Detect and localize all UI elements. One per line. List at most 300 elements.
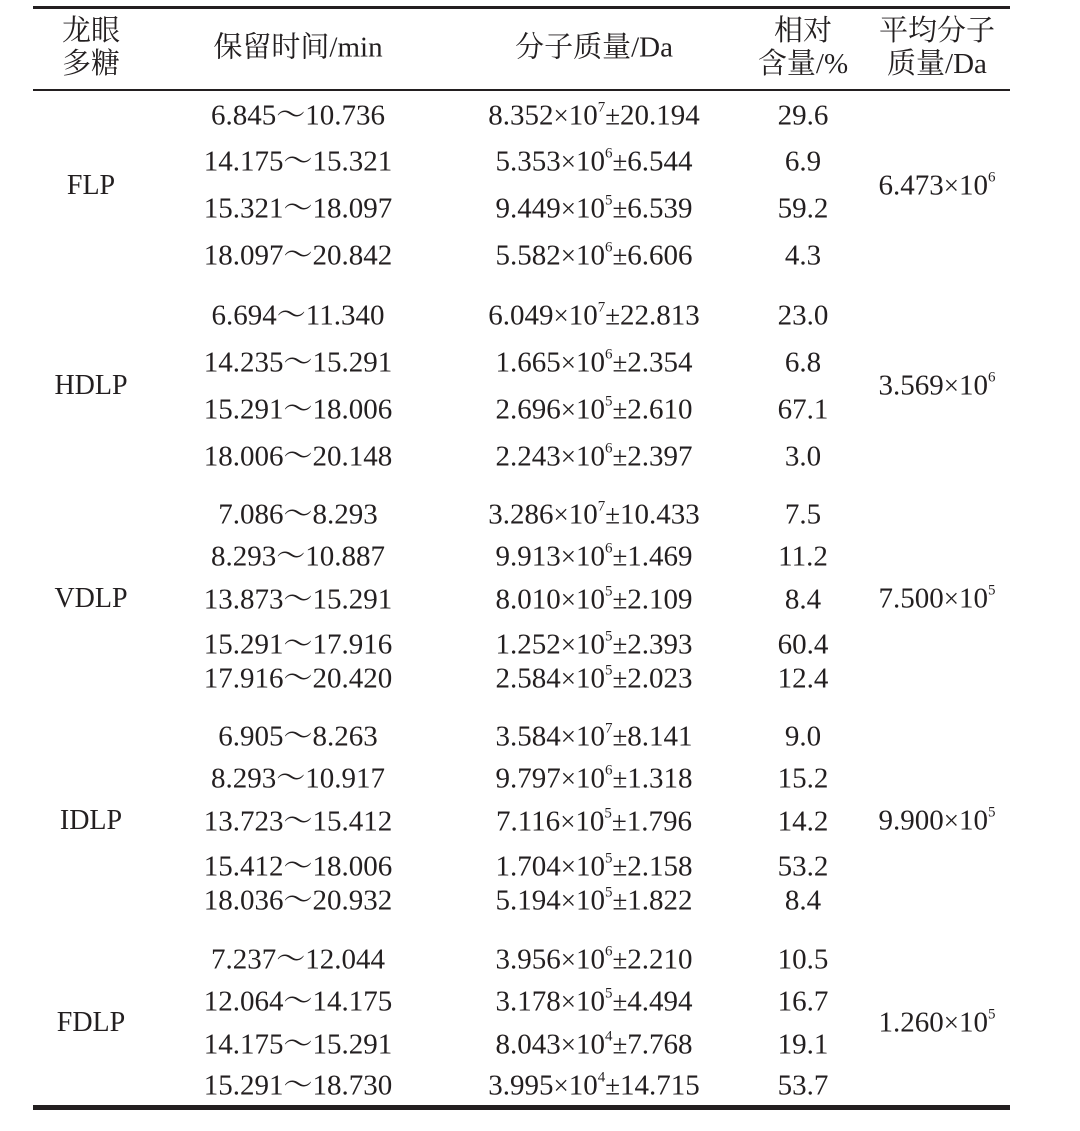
mass-mantissa: 1.704 bbox=[495, 850, 561, 883]
range-tilde: ～ bbox=[283, 239, 313, 272]
average-exponent: 6 bbox=[987, 169, 996, 186]
mass-exponent: 4 bbox=[597, 1069, 606, 1086]
mass-mantissa: 5.582 bbox=[495, 239, 561, 272]
molecular-mass-value bbox=[495, 628, 693, 661]
plus-minus-sign: ± bbox=[612, 146, 628, 177]
table-bottom-rule bbox=[33, 1105, 1010, 1110]
times-sign: × bbox=[560, 629, 576, 660]
range-tilde: ～ bbox=[283, 145, 313, 178]
average-mantissa: 6.473 bbox=[878, 169, 944, 202]
mass-deviation: 2.109 bbox=[627, 583, 693, 616]
base-ten: 10 bbox=[958, 369, 988, 402]
relative-content-value: 8.4 bbox=[784, 583, 822, 616]
group-label: FDLP bbox=[56, 1007, 126, 1038]
group-label: IDLP bbox=[59, 805, 123, 836]
plus-minus-sign: ± bbox=[612, 240, 628, 271]
molecular-mass-value bbox=[495, 583, 693, 616]
range-tilde: ～ bbox=[276, 99, 306, 132]
mass-deviation: 2.158 bbox=[627, 850, 693, 883]
header-retention-time: 保留时间/min bbox=[213, 31, 383, 64]
plus-minus-sign: ± bbox=[605, 1070, 621, 1101]
retention-time-range bbox=[210, 943, 386, 976]
retention-time-range bbox=[203, 239, 393, 272]
mass-exponent: 5 bbox=[604, 850, 613, 867]
average-exponent: 5 bbox=[987, 804, 996, 821]
relative-content-value: 53.2 bbox=[777, 850, 829, 883]
times-sign: × bbox=[943, 805, 959, 836]
mass-exponent: 6 bbox=[604, 346, 613, 363]
times-sign: × bbox=[560, 806, 576, 837]
mass-exponent: 7 bbox=[604, 720, 613, 737]
retention-time-range bbox=[203, 393, 393, 426]
average-mass-value bbox=[878, 369, 996, 402]
mass-exponent: 4 bbox=[604, 1028, 613, 1045]
base-ten: 10 bbox=[575, 346, 605, 379]
times-sign: × bbox=[560, 347, 576, 378]
plus-minus-sign: ± bbox=[612, 441, 628, 472]
base-ten: 10 bbox=[575, 884, 605, 917]
mass-exponent: 5 bbox=[604, 884, 613, 901]
times-sign: × bbox=[553, 100, 569, 131]
time-end: 11.340 bbox=[305, 299, 385, 332]
average-mantissa: 3.569 bbox=[878, 369, 944, 402]
mass-exponent: 6 bbox=[604, 943, 613, 960]
retention-time-range bbox=[203, 440, 393, 473]
relative-content-value: 59.2 bbox=[777, 192, 829, 225]
times-sign: × bbox=[560, 541, 576, 572]
range-tilde: ～ bbox=[283, 583, 313, 616]
time-end: 20.420 bbox=[312, 662, 393, 695]
mass-mantissa: 5.194 bbox=[495, 884, 561, 917]
mass-deviation: 1.469 bbox=[627, 540, 693, 573]
times-sign: × bbox=[560, 584, 576, 615]
base-ten: 10 bbox=[568, 498, 598, 531]
base-ten: 10 bbox=[575, 805, 605, 838]
mass-exponent: 7 bbox=[597, 99, 606, 116]
times-sign: × bbox=[560, 851, 576, 882]
retention-time-range bbox=[203, 346, 393, 379]
mass-deviation: 2.210 bbox=[627, 943, 693, 976]
molecular-mass-value bbox=[495, 346, 693, 379]
molecular-mass-value bbox=[488, 299, 700, 332]
base-ten: 10 bbox=[575, 628, 605, 661]
retention-time-range bbox=[203, 884, 393, 917]
group-label: FLP bbox=[66, 170, 116, 201]
relative-content-value: 67.1 bbox=[777, 393, 829, 426]
range-tilde: ～ bbox=[283, 720, 313, 753]
times-sign: × bbox=[560, 394, 576, 425]
retention-time-range bbox=[203, 192, 393, 225]
relative-content-value: 23.0 bbox=[777, 299, 829, 332]
mass-mantissa: 9.797 bbox=[495, 762, 561, 795]
times-sign: × bbox=[553, 300, 569, 331]
table-header-rule bbox=[33, 89, 1010, 91]
time-start: 18.006 bbox=[203, 440, 284, 473]
base-ten: 10 bbox=[575, 145, 605, 178]
molecular-mass-value bbox=[495, 393, 693, 426]
base-ten: 10 bbox=[575, 662, 605, 695]
plus-minus-sign: ± bbox=[612, 584, 628, 615]
molecular-mass-value bbox=[495, 762, 693, 795]
mass-mantissa: 1.665 bbox=[495, 346, 561, 379]
base-ten: 10 bbox=[575, 393, 605, 426]
mass-exponent: 5 bbox=[604, 805, 612, 822]
plus-minus-sign: ± bbox=[605, 300, 621, 331]
time-start: 13.873 bbox=[203, 583, 284, 616]
relative-content-value: 6.9 bbox=[784, 145, 822, 178]
plus-minus-sign: ± bbox=[612, 663, 628, 694]
group-label: VDLP bbox=[54, 583, 128, 614]
relative-content-value: 11.2 bbox=[778, 540, 828, 573]
plus-minus-sign: ± bbox=[612, 193, 628, 224]
average-exponent: 5 bbox=[987, 582, 996, 599]
time-end: 18.730 bbox=[312, 1069, 393, 1102]
molecular-mass-value bbox=[495, 662, 693, 695]
time-end: 15.291 bbox=[312, 346, 393, 379]
average-mass-value bbox=[878, 1006, 996, 1039]
mass-exponent: 7 bbox=[597, 299, 606, 316]
base-ten: 10 bbox=[958, 804, 988, 837]
mass-mantissa: 3.178 bbox=[495, 985, 561, 1018]
range-tilde: ～ bbox=[283, 192, 313, 225]
relative-content-value: 8.4 bbox=[784, 884, 822, 917]
time-end: 18.006 bbox=[312, 393, 393, 426]
time-start: 15.412 bbox=[203, 850, 284, 883]
retention-time-range bbox=[218, 720, 378, 753]
base-ten: 10 bbox=[958, 169, 988, 202]
mass-mantissa: 2.696 bbox=[495, 393, 561, 426]
retention-time-range bbox=[211, 299, 385, 332]
mass-deviation: 2.397 bbox=[627, 440, 693, 473]
average-exponent: 5 bbox=[987, 1006, 996, 1023]
times-sign: × bbox=[560, 763, 576, 794]
plus-minus-sign: ± bbox=[605, 100, 621, 131]
mass-exponent: 5 bbox=[604, 393, 613, 410]
time-end: 12.044 bbox=[305, 943, 386, 976]
time-start: 15.291 bbox=[203, 1069, 284, 1102]
retention-time-range bbox=[203, 850, 393, 883]
range-tilde: ～ bbox=[276, 762, 306, 795]
time-start: 13.723 bbox=[203, 805, 284, 838]
table-top-rule bbox=[33, 6, 1010, 9]
base-ten: 10 bbox=[958, 1006, 988, 1039]
molecular-mass-value bbox=[495, 985, 693, 1018]
average-mantissa: 9.900 bbox=[878, 804, 944, 837]
time-end: 10.887 bbox=[305, 540, 386, 573]
range-tilde: ～ bbox=[283, 850, 313, 883]
times-sign: × bbox=[560, 240, 576, 271]
molecular-mass-value bbox=[495, 884, 693, 917]
plus-minus-sign: ± bbox=[612, 629, 628, 660]
mass-exponent: 6 bbox=[604, 540, 613, 557]
time-end: 8.263 bbox=[312, 720, 378, 753]
time-start: 15.321 bbox=[203, 192, 284, 225]
mass-mantissa: 9.913 bbox=[495, 540, 561, 573]
times-sign: × bbox=[560, 885, 576, 916]
molecular-mass-value bbox=[495, 239, 693, 272]
base-ten: 10 bbox=[575, 192, 605, 225]
range-tilde: ～ bbox=[283, 628, 313, 661]
mass-mantissa: 2.243 bbox=[495, 440, 561, 473]
range-tilde: ～ bbox=[283, 1028, 313, 1061]
base-ten: 10 bbox=[958, 582, 988, 615]
mass-deviation: 4.494 bbox=[627, 985, 693, 1018]
retention-time-range bbox=[203, 805, 393, 838]
time-start: 18.097 bbox=[203, 239, 284, 272]
average-mass-value bbox=[878, 582, 996, 615]
mass-deviation: 1.318 bbox=[627, 762, 693, 795]
base-ten: 10 bbox=[568, 299, 598, 332]
molecular-mass-value bbox=[495, 1028, 693, 1061]
times-sign: × bbox=[943, 370, 959, 401]
times-sign: × bbox=[560, 721, 576, 752]
mass-deviation: 6.544 bbox=[627, 145, 693, 178]
time-start: 14.175 bbox=[203, 145, 284, 178]
molecular-mass-value bbox=[496, 805, 692, 838]
average-mantissa: 7.500 bbox=[878, 582, 944, 615]
mass-deviation: 10.433 bbox=[620, 498, 700, 531]
time-start: 7.237 bbox=[210, 943, 277, 976]
relative-content-value: 3.0 bbox=[784, 440, 822, 473]
times-sign: × bbox=[943, 1007, 959, 1038]
header-relative-content: 相对 含量/% bbox=[757, 15, 849, 80]
mass-deviation: 2.393 bbox=[627, 628, 693, 661]
plus-minus-sign: ± bbox=[612, 347, 628, 378]
header-average-mass: 平均分子 质量/Da bbox=[878, 15, 996, 80]
plus-minus-sign: ± bbox=[612, 763, 628, 794]
average-mass-value bbox=[878, 804, 996, 837]
retention-time-range bbox=[203, 1028, 393, 1061]
molecular-mass-value bbox=[495, 440, 693, 473]
time-end: 18.006 bbox=[312, 850, 393, 883]
time-start: 15.291 bbox=[203, 393, 284, 426]
time-end: 18.097 bbox=[312, 192, 393, 225]
plus-minus-sign: ± bbox=[612, 944, 628, 975]
mass-mantissa: 8.352 bbox=[488, 99, 554, 132]
mass-deviation: 1.796 bbox=[626, 805, 692, 838]
base-ten: 10 bbox=[575, 985, 605, 1018]
mass-deviation: 22.813 bbox=[620, 299, 700, 332]
relative-content-value: 16.7 bbox=[777, 985, 829, 1018]
mass-mantissa: 3.956 bbox=[495, 943, 561, 976]
range-tilde: ～ bbox=[276, 540, 306, 573]
mass-deviation: 2.354 bbox=[627, 346, 693, 379]
time-end: 8.293 bbox=[312, 498, 378, 531]
retention-time-range bbox=[203, 662, 393, 695]
molecular-mass-value bbox=[495, 943, 693, 976]
group-label: HDLP bbox=[54, 370, 128, 401]
plus-minus-sign: ± bbox=[612, 394, 628, 425]
mass-exponent: 5 bbox=[604, 583, 613, 600]
times-sign: × bbox=[553, 1070, 569, 1101]
mass-mantissa: 8.010 bbox=[495, 583, 561, 616]
retention-time-range bbox=[218, 498, 378, 531]
plus-minus-sign: ± bbox=[605, 499, 621, 530]
range-tilde: ～ bbox=[283, 1069, 313, 1102]
retention-time-range bbox=[203, 985, 393, 1018]
mass-exponent: 5 bbox=[604, 628, 613, 645]
time-start: 8.293 bbox=[210, 762, 277, 795]
retention-time-range bbox=[203, 628, 393, 661]
relative-content-value: 19.1 bbox=[777, 1028, 829, 1061]
plus-minus-sign: ± bbox=[612, 851, 628, 882]
relative-content-value: 9.0 bbox=[784, 720, 822, 753]
times-sign: × bbox=[943, 170, 959, 201]
mass-mantissa: 8.043 bbox=[495, 1028, 561, 1061]
mass-deviation: 2.023 bbox=[627, 662, 693, 695]
mass-mantissa: 1.252 bbox=[495, 628, 561, 661]
mass-exponent: 5 bbox=[604, 192, 613, 209]
base-ten: 10 bbox=[575, 440, 605, 473]
mass-deviation: 7.768 bbox=[627, 1028, 693, 1061]
range-tilde: ～ bbox=[283, 393, 313, 426]
base-ten: 10 bbox=[575, 1028, 605, 1061]
retention-time-range bbox=[203, 1069, 393, 1102]
base-ten: 10 bbox=[568, 99, 598, 132]
mass-deviation: 2.610 bbox=[627, 393, 693, 426]
mass-exponent: 5 bbox=[604, 662, 613, 679]
times-sign: × bbox=[560, 944, 576, 975]
time-end: 10.917 bbox=[305, 762, 386, 795]
time-start: 8.293 bbox=[210, 540, 277, 573]
time-end: 15.291 bbox=[312, 583, 393, 616]
base-ten: 10 bbox=[575, 583, 605, 616]
retention-time-range bbox=[203, 145, 393, 178]
retention-time-range bbox=[203, 583, 393, 616]
range-tilde: ～ bbox=[276, 943, 306, 976]
base-ten: 10 bbox=[575, 943, 605, 976]
plus-minus-sign: ± bbox=[612, 885, 628, 916]
relative-content-value: 60.4 bbox=[777, 628, 829, 661]
relative-content-value: 12.4 bbox=[777, 662, 829, 695]
plus-minus-sign: ± bbox=[612, 541, 628, 572]
base-ten: 10 bbox=[575, 239, 605, 272]
time-end: 15.291 bbox=[312, 1028, 393, 1061]
mass-deviation: 20.194 bbox=[620, 99, 700, 132]
base-ten: 10 bbox=[575, 720, 605, 753]
range-tilde: ～ bbox=[283, 440, 313, 473]
mass-exponent: 7 bbox=[597, 498, 606, 515]
molecular-mass-value bbox=[495, 145, 693, 178]
mass-deviation: 14.715 bbox=[620, 1069, 700, 1102]
range-tilde: ～ bbox=[283, 498, 313, 531]
mass-exponent: 5 bbox=[604, 985, 613, 1002]
time-start: 14.235 bbox=[203, 346, 284, 379]
time-end: 14.175 bbox=[312, 985, 393, 1018]
times-sign: × bbox=[560, 663, 576, 694]
range-tilde: ～ bbox=[283, 805, 313, 838]
time-end: 20.932 bbox=[312, 884, 393, 917]
relative-content-value: 15.2 bbox=[777, 762, 829, 795]
mass-exponent: 6 bbox=[604, 762, 613, 779]
plus-minus-sign: ± bbox=[611, 806, 627, 837]
relative-content-value: 6.8 bbox=[784, 346, 822, 379]
time-end: 10.736 bbox=[305, 99, 386, 132]
relative-content-value: 4.3 bbox=[784, 239, 822, 272]
relative-content-value: 53.7 bbox=[777, 1069, 829, 1102]
time-start: 18.036 bbox=[203, 884, 284, 917]
plus-minus-sign: ± bbox=[612, 721, 628, 752]
times-sign: × bbox=[560, 193, 576, 224]
header-polysaccharide: 龙眼 多糖 bbox=[61, 15, 121, 80]
base-ten: 10 bbox=[575, 762, 605, 795]
mass-exponent: 6 bbox=[604, 239, 613, 256]
times-sign: × bbox=[560, 441, 576, 472]
mass-deviation: 6.539 bbox=[627, 192, 693, 225]
relative-content-value: 7.5 bbox=[784, 498, 822, 531]
range-tilde: ～ bbox=[283, 884, 313, 917]
molecular-mass-value bbox=[495, 192, 693, 225]
mass-deviation: 8.141 bbox=[627, 720, 693, 753]
time-start: 14.175 bbox=[203, 1028, 284, 1061]
retention-time-range bbox=[210, 762, 386, 795]
time-end: 15.321 bbox=[312, 145, 393, 178]
average-mass-value bbox=[878, 169, 996, 202]
times-sign: × bbox=[560, 146, 576, 177]
time-start: 17.916 bbox=[203, 662, 284, 695]
time-start: 7.086 bbox=[218, 498, 284, 531]
range-tilde: ～ bbox=[283, 985, 313, 1018]
mass-deviation: 1.822 bbox=[627, 884, 693, 917]
mass-mantissa: 7.116 bbox=[496, 805, 561, 838]
mass-mantissa: 2.584 bbox=[495, 662, 561, 695]
base-ten: 10 bbox=[575, 540, 605, 573]
time-start: 6.694 bbox=[211, 299, 277, 332]
time-start: 6.905 bbox=[218, 720, 284, 753]
range-tilde: ～ bbox=[283, 662, 313, 695]
range-tilde: ～ bbox=[276, 299, 306, 332]
time-end: 17.916 bbox=[312, 628, 393, 661]
molecular-mass-value bbox=[488, 498, 700, 531]
time-end: 20.842 bbox=[312, 239, 393, 272]
base-ten: 10 bbox=[568, 1069, 598, 1102]
time-end: 15.412 bbox=[312, 805, 393, 838]
time-start: 12.064 bbox=[203, 985, 284, 1018]
molecular-mass-value bbox=[488, 1069, 700, 1102]
mass-mantissa: 3.995 bbox=[488, 1069, 554, 1102]
mass-deviation: 6.606 bbox=[627, 239, 693, 272]
retention-time-range bbox=[210, 99, 386, 132]
relative-content-value: 10.5 bbox=[777, 943, 829, 976]
times-sign: × bbox=[553, 499, 569, 530]
mass-exponent: 6 bbox=[604, 145, 613, 162]
mass-exponent: 6 bbox=[604, 440, 613, 457]
time-start: 15.291 bbox=[203, 628, 284, 661]
plus-minus-sign: ± bbox=[612, 1029, 628, 1060]
times-sign: × bbox=[943, 583, 959, 614]
times-sign: × bbox=[560, 986, 576, 1017]
header-molecular-mass: 分子质量/Da bbox=[515, 31, 673, 64]
retention-time-range bbox=[210, 540, 386, 573]
range-tilde: ～ bbox=[283, 346, 313, 379]
times-sign: × bbox=[560, 1029, 576, 1060]
time-start: 6.845 bbox=[210, 99, 277, 132]
mass-mantissa: 3.584 bbox=[495, 720, 561, 753]
mass-mantissa: 3.286 bbox=[488, 498, 554, 531]
molecular-mass-value bbox=[495, 850, 693, 883]
time-end: 20.148 bbox=[312, 440, 393, 473]
relative-content-value: 14.2 bbox=[777, 805, 829, 838]
average-exponent: 6 bbox=[987, 369, 996, 386]
molecular-mass-value bbox=[495, 720, 693, 753]
relative-content-value: 29.6 bbox=[777, 99, 829, 132]
mass-mantissa: 9.449 bbox=[495, 192, 561, 225]
molecular-mass-value bbox=[495, 540, 693, 573]
plus-minus-sign: ± bbox=[612, 986, 628, 1017]
base-ten: 10 bbox=[575, 850, 605, 883]
average-mantissa: 1.260 bbox=[878, 1006, 944, 1039]
mass-mantissa: 6.049 bbox=[488, 299, 554, 332]
